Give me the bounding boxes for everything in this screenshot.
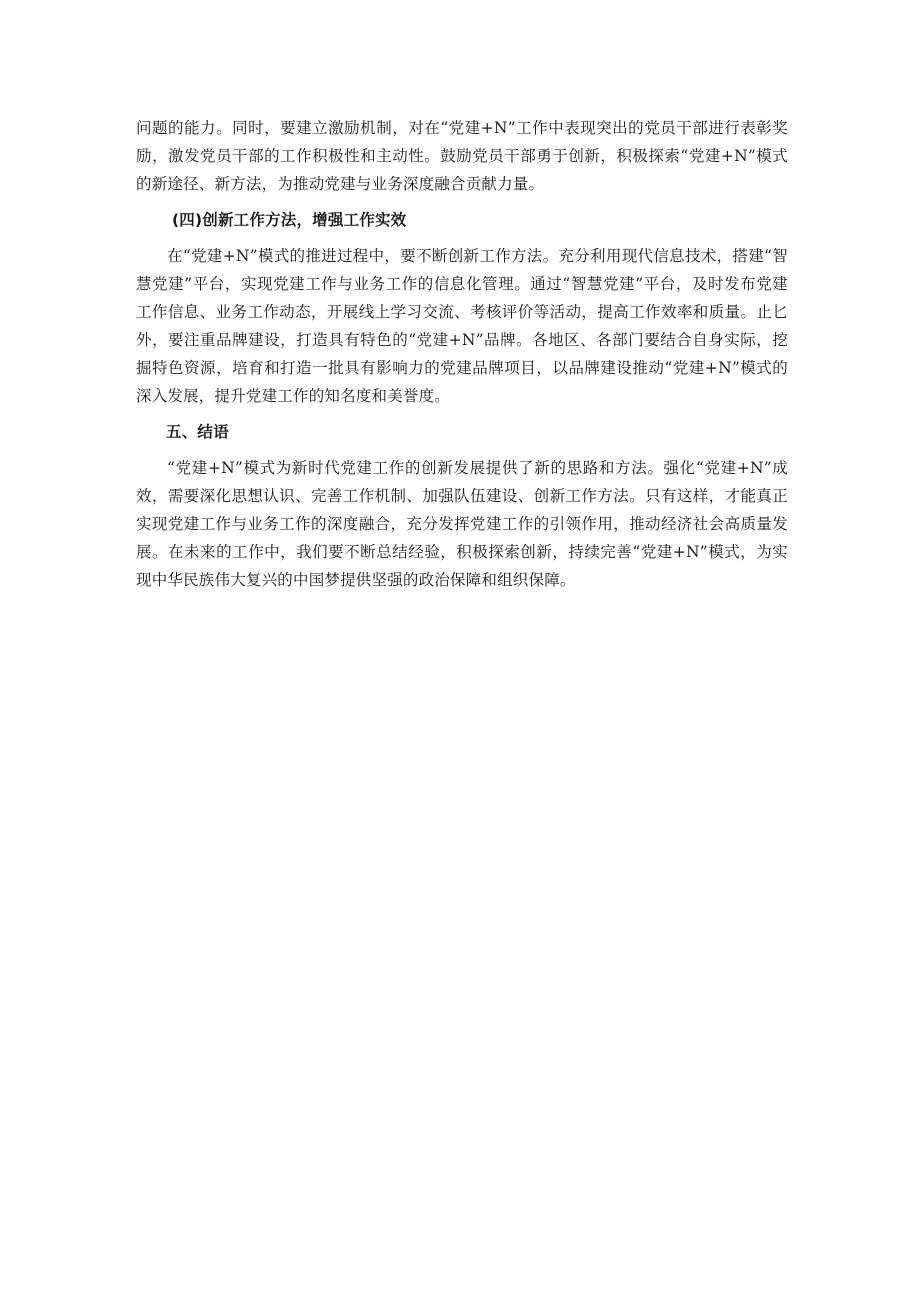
- paragraph-conclusion: “党建+N”模式为新时代党建工作的创新发展提供了新的思路和方法。强化“党建+N”成效，需要深化思想认识、完善工作机制、加强队伍建设、创新工作方法。只有这样，才能真正实现党建工作与业务工作的深度融合，充分发挥党建工作的引领作用，推动经济社会高质量发展。在未来的工作中，我们要不断总结经验，积极探索创新，持续完善“党建+N”模式，为实现中华民族伟大复兴的中国梦提供坚强的政治保障和组织保障。: [136, 459, 788, 589]
- document-body: [136, 114, 788, 602]
- subsection-heading-4: (四)创新工作方法，增强工作实效: [172, 211, 407, 229]
- paragraph-innovation-methods: 在“党建+N”模式的推进过程中，要不断创新工作方法。充分利用现代信息技术，搭建“智慧党建”平台，实现党建工作与业务工作的信息化管理。通过“智慧党建”平台，及时发布党建工作信息、业务工作动态，开展线上学习交流、考核评价等活动，提高工作效率和质量。止匕外，要注重品牌建设，打造具有特色的“党建+N”品牌。各地区、各部门要结合自身实际，挖掘特色资源，培育和打造一批具有影响力的党建品牌项目，以品牌建设推动“党建+N”模式的深入发展，提升党建工作的知名度和美誉度。: [136, 247, 788, 405]
- paragraph-continuation: 问题的能力。同时，要建立激励机制，对在“党建+N”工作中表现突出的党员干部进行表彰奖励，激发党员干部的工作积极性和主动性。鼓励党员干部勇于创新，积极探索“党建+N”模式的新途径、新方法，为推动党建与业务深度融合贡献力量。: [136, 119, 788, 193]
- section-heading-conclusion: 五、结语: [166, 423, 229, 441]
